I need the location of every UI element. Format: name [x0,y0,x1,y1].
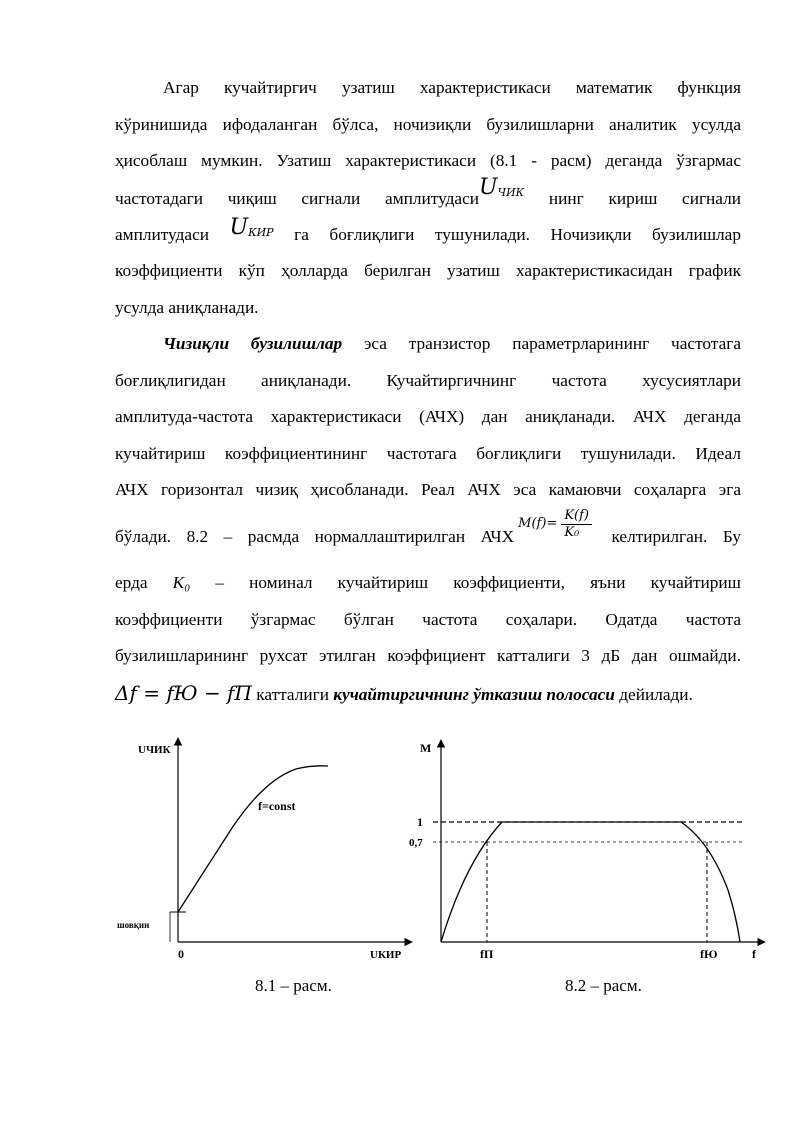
p1-line-1: Агар кучайтиргич узатиш характеристикаси математик функция [163,78,741,97]
u-chik-symbol: U [479,174,498,200]
fig1-y-label: UЧИК [138,744,171,756]
p1-line-4-text-b: нинг кириш сигнали [548,188,741,208]
u-kir-subscript: КИР [248,226,274,240]
fig1-curve-label: f=const [258,799,296,813]
p2-line-10-text-a: катталиги [256,684,329,704]
u-kir-symbol: U [229,215,249,241]
p2-line-7-text-a: ерда [115,572,148,592]
p2-line-6-text-a: бўлади. 8.2 – расмда нормаллаштирилган АЧХ [115,526,515,546]
fig2-x-label: f [752,947,756,961]
u-chik-subscript: ЧИК [497,185,525,199]
p1-line-6: коэффициенти кўп ҳолларда берилган узатиш характеристикасидан график [115,260,741,280]
fig2-tick-1: 1 [417,815,423,829]
formula-lhs: M(f)= [518,516,558,531]
p1-line-3: ҳисоблаш мумкин. Узатиш характеристикаси (8.1 - расм) деганда ўзгармас [115,151,741,171]
fig1-x-label: UКИР [370,949,402,961]
formula-numerator: K(f) [561,508,592,525]
formula-denominator: K₀ [564,524,580,540]
fig2-y-label: M [420,741,432,755]
p1-line-5-text-b: га боғлиқлиги тушунилади. Ночизиқли бузилишлар [294,225,741,245]
p2-line-1-text: эса транзистор параметрларининг частотага [363,334,742,353]
k0-symbol: K₀ [172,572,191,592]
term-bandwidth: кучайтиргичнинг ўтказиш полосаси [333,684,615,704]
fig1-transfer-curve [178,766,328,912]
p1-line-4-text-a: частотадаги чиқиш сигнали амплитудаси [115,188,480,208]
p2-line-5: АЧХ горизонтал чизиқ ҳисобланади. Реал АЧХ эса камаювчи соҳаларга эга [115,480,741,500]
fig2-f-high-label: fЮ [700,947,718,961]
bandwidth-formula: Δf = fЮ − fП [115,680,252,705]
p2-line-8: коэффициенти ўзгармас бўлган частота соҳалари. Одатда частота [115,609,741,629]
fig2-afc-curve [441,822,740,942]
fig1-noise-label: шовқин [117,920,150,930]
p1-line-7: усулда аниқланади. [115,297,259,317]
p1-line-5-text-a: амплитудаси [115,225,209,245]
p1-line-2: кўринишида ифодаланган бўлса, ночизиқли бузилишларни аналитик усулда [115,114,741,134]
p2-line-9: бузилишларининг рухсат этилган коэффициент катталиги 3 дБ дан ошмайди. [115,646,741,666]
figure-8-1 [117,738,412,961]
p2-line-6-text-b: келтирилган. Бу [611,526,741,546]
figure-8-2 [409,740,765,961]
fig2-f-low-label: fП [480,947,494,961]
p2-line-3: амплитуда-частота характеристикаси (АЧХ) дан аниқланади. АЧХ деганда [115,407,741,427]
figure-8-2-caption: 8.2 – расм. [565,976,642,995]
p2-line-10-text-b: дейилади. [619,684,693,704]
p2-line-7-text-b: – номинал кучайтириш коэффициенти, яъни кучайтириш [215,572,741,592]
fig2-tick-07: 0,7 [409,837,423,849]
fig1-origin-label: 0 [178,947,184,961]
term-linear-distortion: Чизиқли бузилишлар [163,334,343,353]
figure-8-1-caption: 8.1 – расм. [255,976,332,995]
p2-line-4: кучайтириш коэффициентининг частотага боғлиқлиги тушунилади. Идеал [115,443,741,463]
p2-line-2: боғлиқлигидан аниқланади. Кучайтиргичнинг частота хусусиятлари [115,370,741,390]
